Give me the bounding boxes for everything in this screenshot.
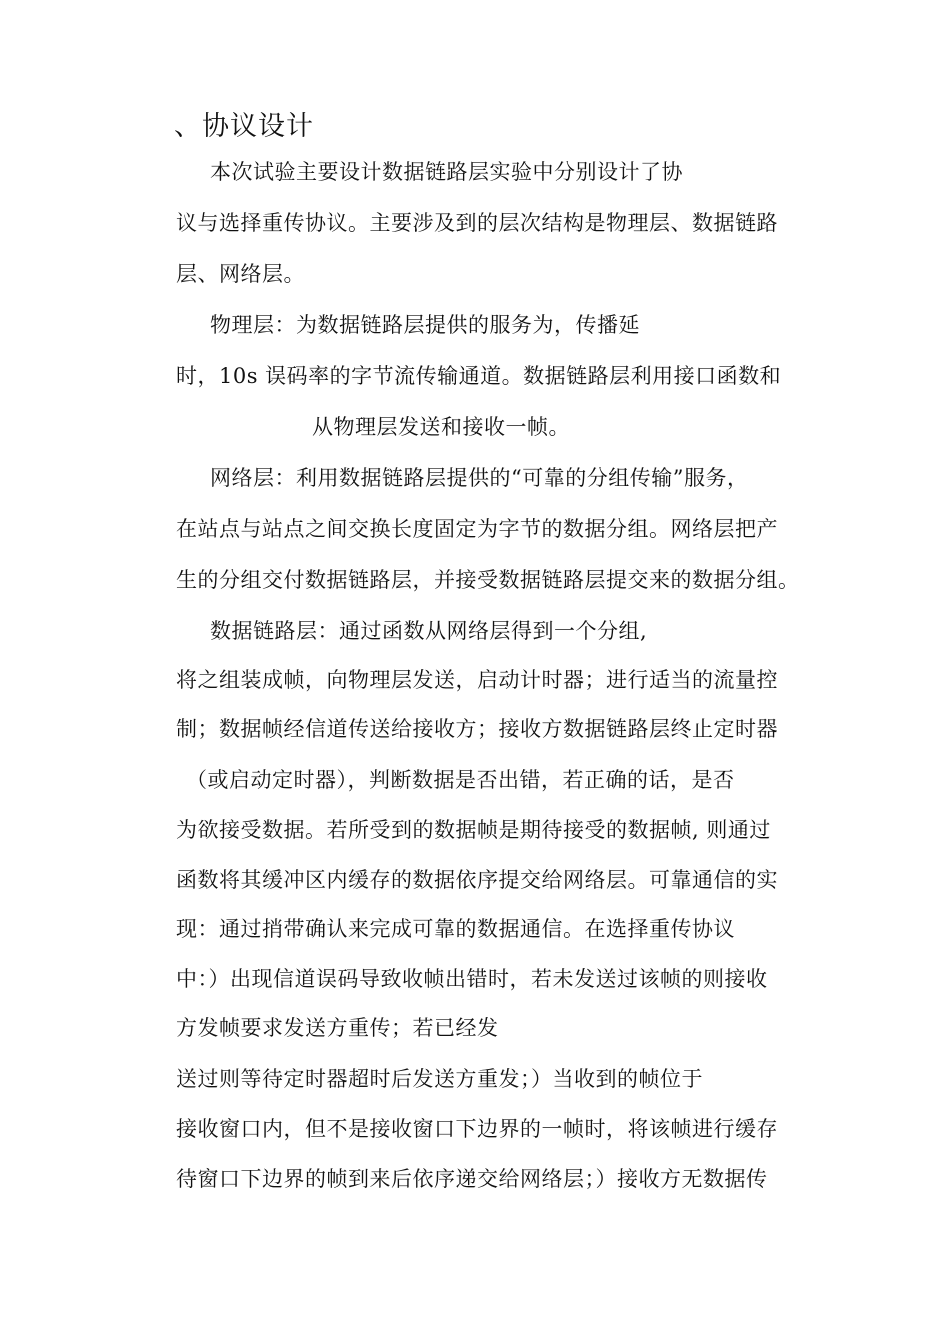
paragraph-line: 物理层：为数据链路层提供的服务为，传播延 (210, 313, 640, 337)
paragraph-line: 制；数据帧经信道传送给接收方；接收方数据链路层终止定时器 (176, 717, 778, 741)
paragraph-line: 方发帧要求发送方重传；若已经发 (176, 1016, 499, 1040)
paragraph-line: （或启动定时器），判断数据是否出错，若正确的话，是否 (186, 768, 735, 792)
paragraph-line: 生的分组交付数据链路层，并接受数据链路层提交来的数据分组。 (176, 568, 800, 592)
paragraph-line: 送过则等待定时器超时后发送方重发；）当收到的帧位于 (176, 1067, 703, 1091)
paragraph-line: 议与选择重传协议。主要涉及到的层次结构是物理层、数据链路 (176, 211, 778, 235)
paragraph-line: 现：通过捎带确认来完成可靠的数据通信。在选择重传协议 (176, 917, 735, 941)
paragraph-line: 网络层：利用数据链路层提供的“可靠的分组传输”服务， (210, 466, 749, 490)
paragraph-line: 数据链路层：通过函数从网络层得到一个分组, (210, 619, 648, 643)
paragraph-line: 层、网络层。 (176, 262, 305, 286)
paragraph-line: 从物理层发送和接收一帧。 (312, 415, 570, 439)
paragraph-line: 中：）出现信道误码导致收帧出错时，若未发送过该帧的则接收 (176, 967, 768, 991)
paragraph-line: 在站点与站点之间交换长度固定为字节的数据分组。网络层把产 (176, 517, 778, 541)
paragraph-line: 时，10s 误码率的字节流传输通道。数据链路层利用接口函数和 (176, 364, 782, 388)
paragraph-line: 函数将其缓冲区内缓存的数据依序提交给网络层。可靠通信的实 (176, 868, 778, 892)
paragraph-line: 本次试验主要设计数据链路层实验中分别设计了协 (210, 160, 683, 184)
paragraph-line: 为欲接受数据。若所受到的数据帧是期待接受的数据帧, 则通过 (176, 818, 771, 842)
section-heading: 、协议设计 (174, 111, 314, 142)
paragraph-line: 接收窗口内，但不是接收窗口下边界的一帧时，将该帧进行缓存 (176, 1117, 778, 1141)
paragraph-line: 将之组装成帧，向物理层发送，启动计时器；进行适当的流量控 (176, 668, 778, 692)
paragraph-line: 待窗口下边界的帧到来后依序递交给网络层；）接收方无数据传 (176, 1167, 768, 1191)
